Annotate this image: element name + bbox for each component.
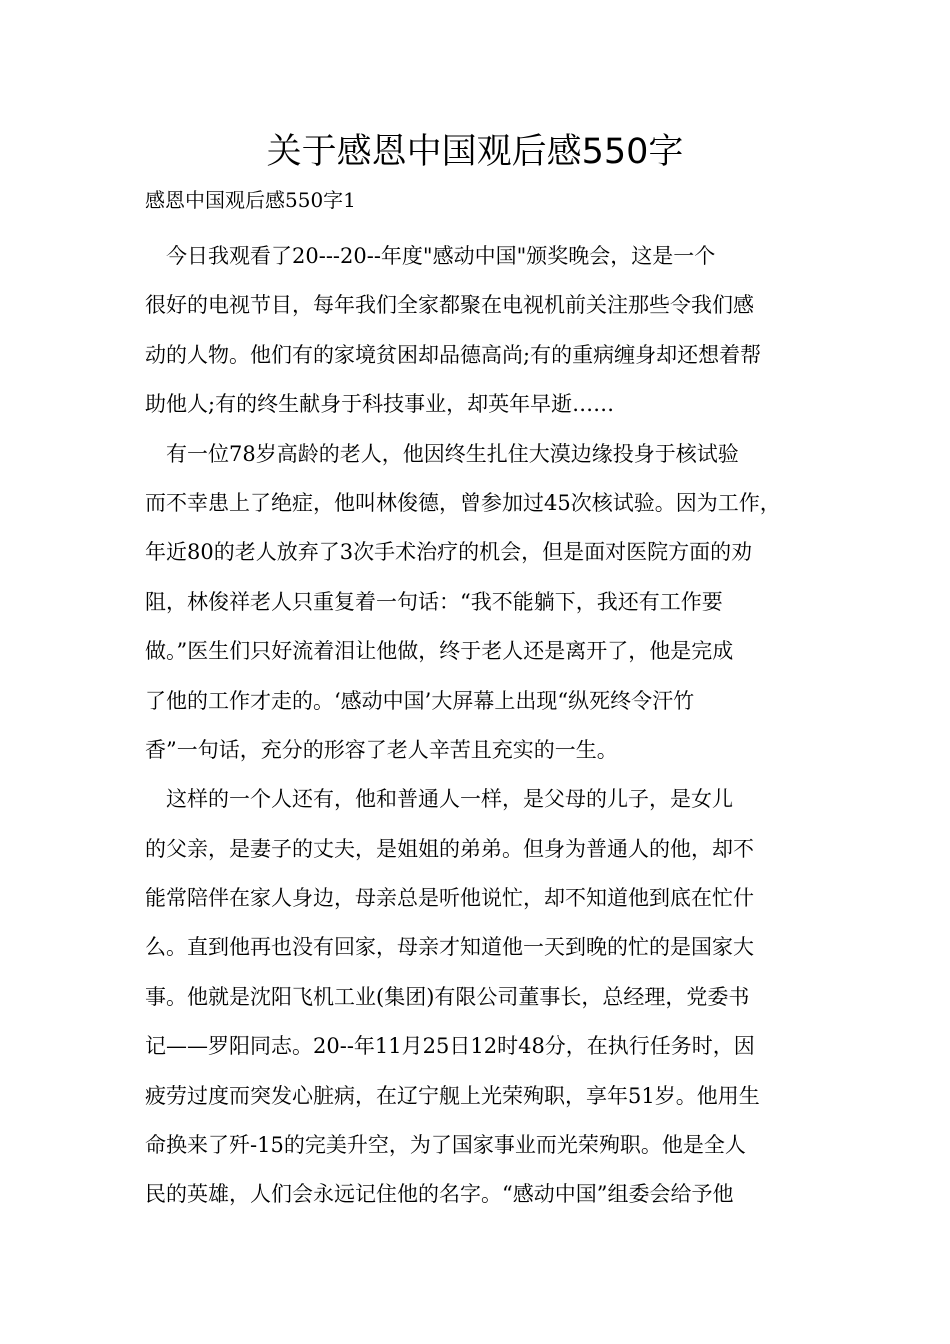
text-line: 有一位78岁高龄的老人，他因终生扎住大漠边缘投身于核试验	[145, 441, 739, 466]
text-line: 记——罗阳同志。20--年11月25日12时48分，在执行任务时，因	[145, 1034, 755, 1059]
text-line: 命换来了歼-15的完美升空，为了国家事业而光荣殉职。他是全人	[145, 1133, 746, 1158]
paragraph-1	[145, 232, 825, 430]
text-line: 而不幸患上了绝症，他叫林俊德，曾参加过45次核试验。因为工作，	[145, 490, 781, 515]
text-line: 疲劳过度而突发心脏病，在辽宁舰上光荣殉职，享年51岁。他用生	[145, 1083, 760, 1108]
text-line: 动的人物。他们有的家境贫困却品德高尚;有的重病缠身却还想着帮	[145, 342, 762, 367]
text-line: 事。他就是沈阳飞机工业(集团)有限公司董事长，总经理，党委书	[145, 984, 750, 1009]
text-line: 么。直到他再也没有回家，母亲才知道他一天到晚的忙的是国家大	[145, 935, 754, 960]
paragraph-3	[145, 775, 825, 1220]
section-heading: 感恩中国观后感550字1	[145, 188, 356, 212]
text-line: 做。”医生们只好流着泪让他做，终于老人还是离开了，他是完成	[145, 639, 734, 664]
text-line: 年近80的老人放弃了3次手术治疗的机会，但是面对医院方面的劝	[145, 540, 753, 565]
text-line: 民的英雄，人们会永远记住他的名字。“感动中国”组委会给予他	[145, 1182, 734, 1207]
text-line: 今日我观看了20---20--年度"感动中国"颁奖晚会，这是一个	[145, 244, 716, 268]
text-line: 能常陪伴在家人身边，母亲总是听他说忙，却不知道他到底在忙什	[145, 886, 754, 911]
text-line: 香”一句话，充分的形容了老人辛苦且充实的一生。	[145, 737, 618, 762]
paragraph-2	[145, 430, 825, 776]
text-line: 了他的工作才走的。‘感动中国’大屏幕上出现“纵死终令汗竹	[145, 688, 695, 713]
text-line: 这样的一个人还有，他和普通人一样，是父母的儿子，是女儿	[145, 787, 733, 812]
text-line: 阻，林俊祥老人只重复着一句话：“我不能躺下，我还有工作要	[145, 589, 723, 614]
text-line: 助他人;有的终生献身于科技事业，却英年早逝……	[145, 392, 615, 417]
document-body	[145, 232, 825, 1220]
text-line: 很好的电视节目，每年我们全家都聚在电视机前关注那些令我们感	[145, 293, 754, 318]
text-line: 的父亲，是妻子的丈夫，是姐姐的弟弟。但身为普通人的他，却不	[145, 836, 754, 861]
document-title: 关于感恩中国观后感550字	[266, 132, 684, 172]
